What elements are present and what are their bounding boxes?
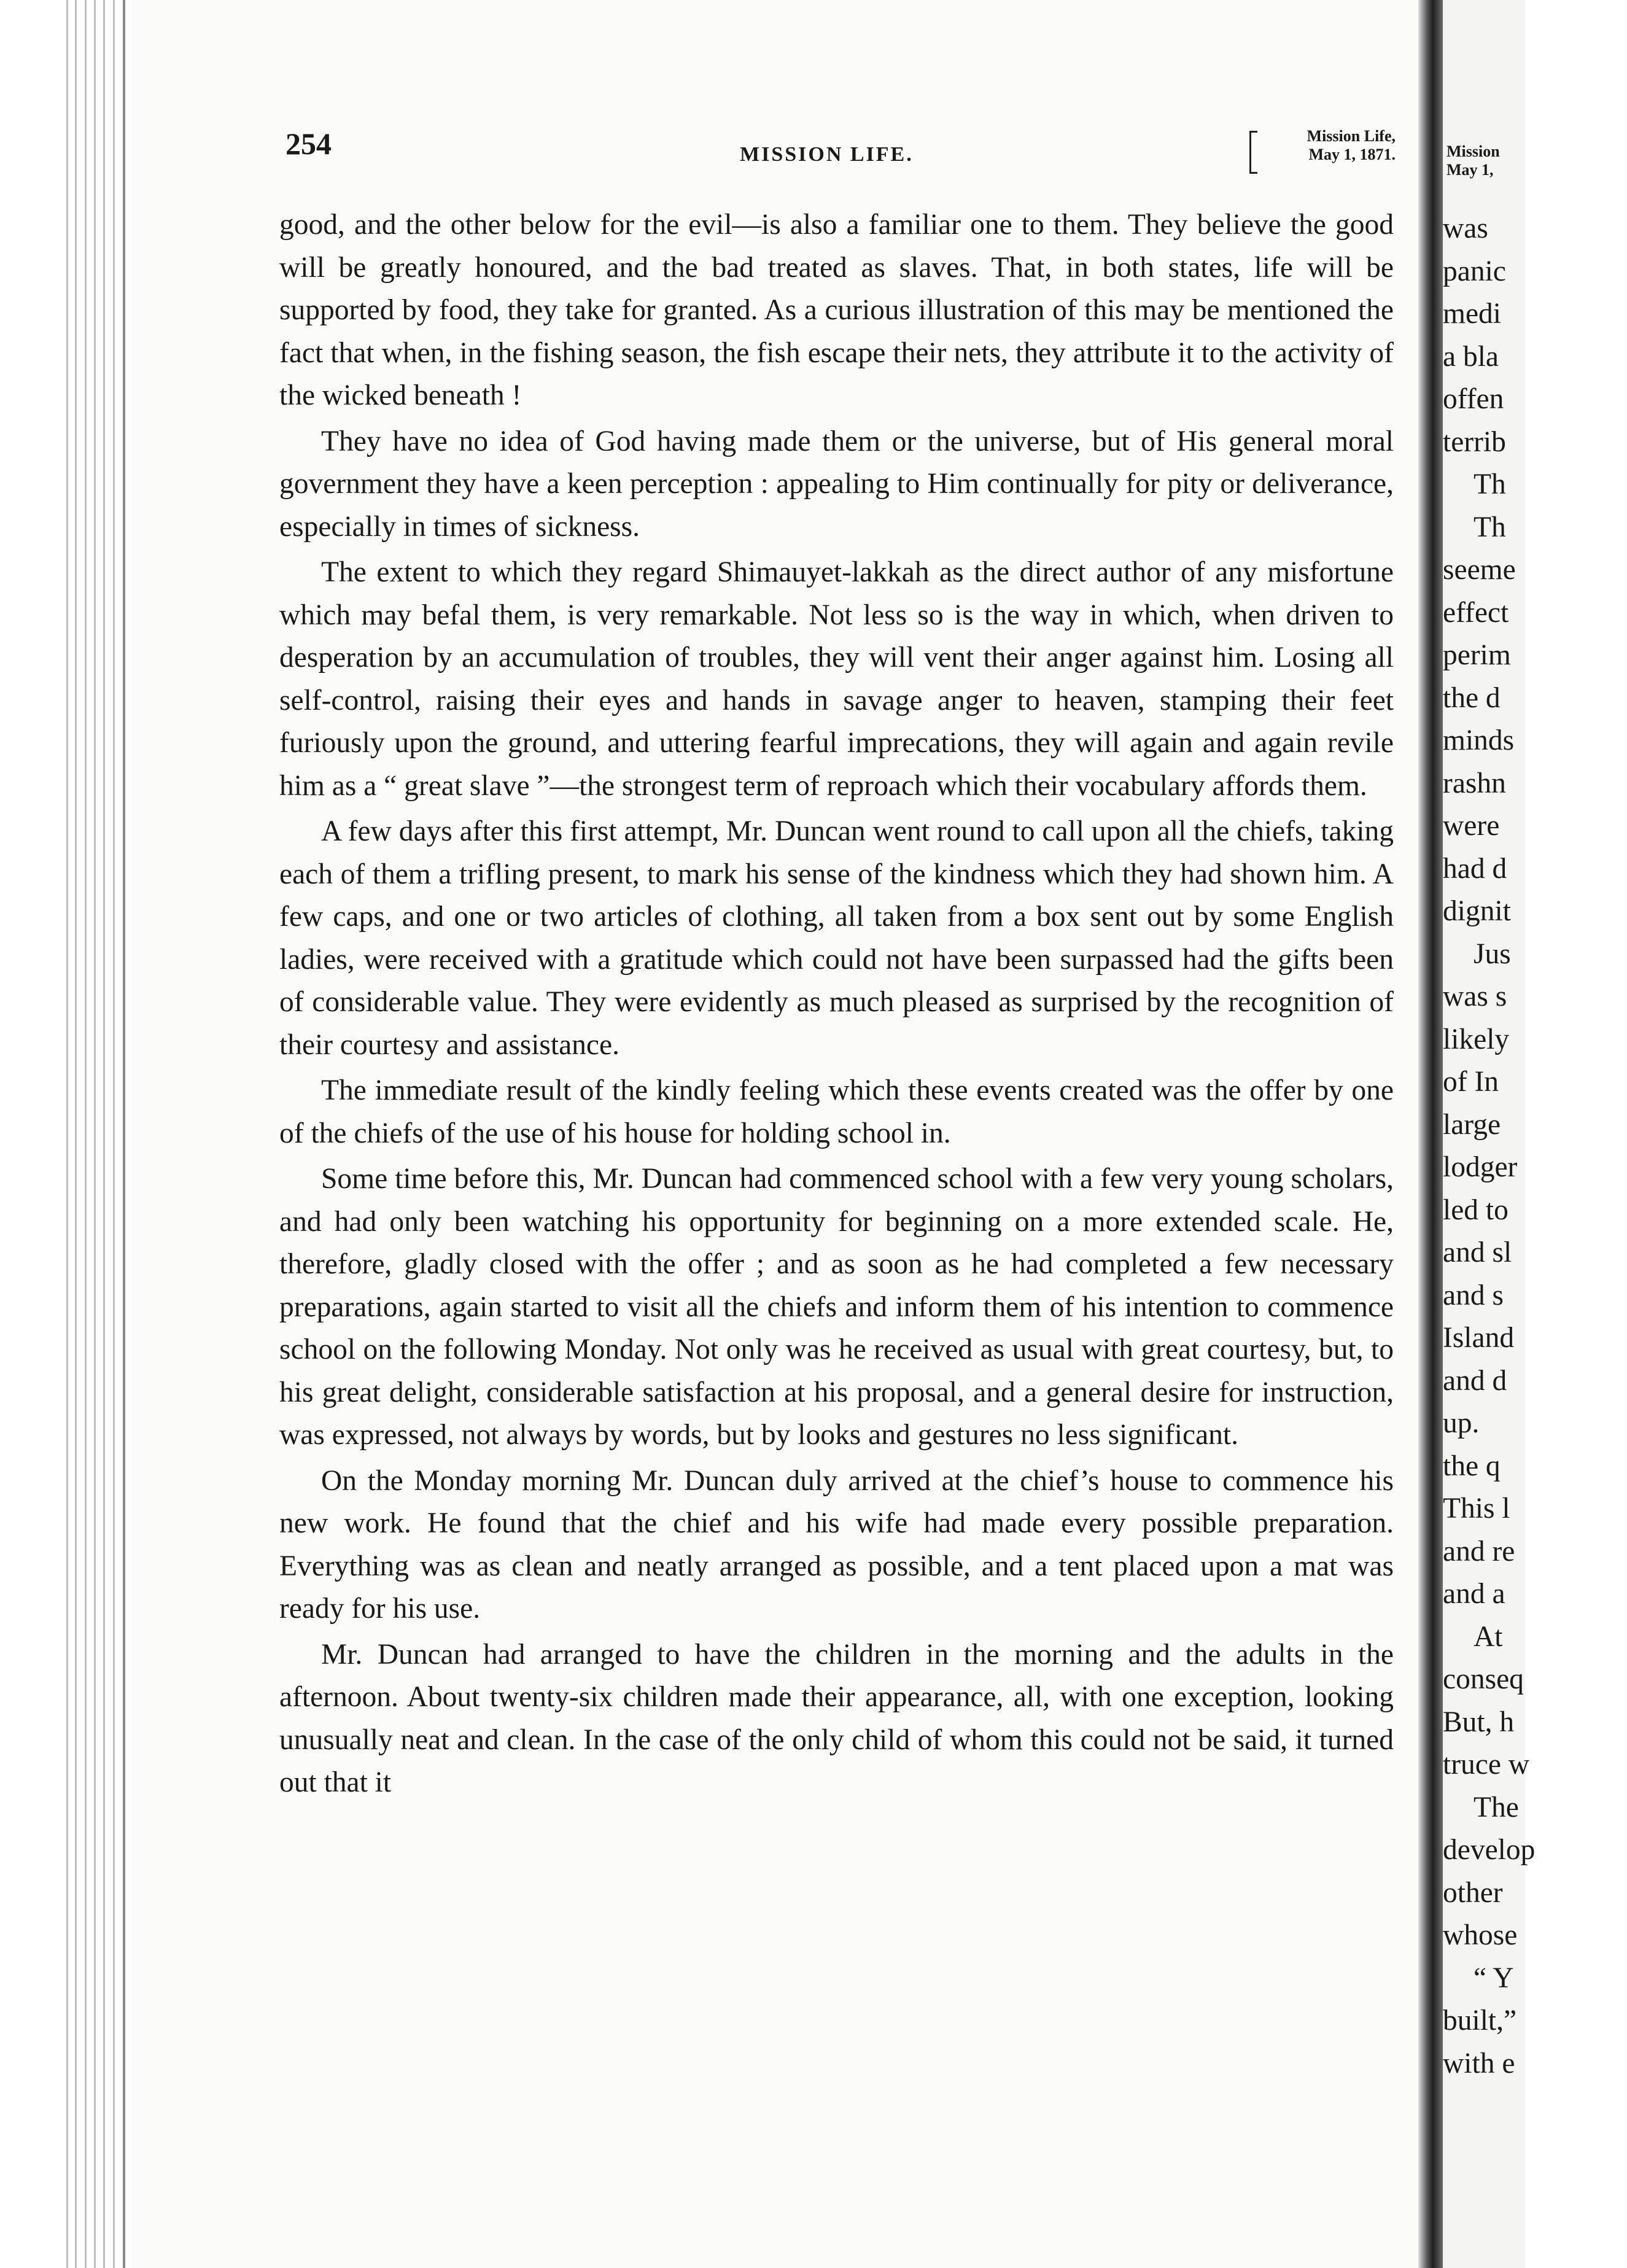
line-fragment: of In xyxy=(1443,1066,1499,1098)
line-fragment: develop xyxy=(1443,1834,1536,1866)
line-fragment: lodger xyxy=(1443,1151,1518,1183)
line-fragment: and a xyxy=(1443,1578,1505,1610)
line-fragment: likely xyxy=(1443,1023,1510,1055)
paragraph: good, and the other below for the evil—is also a familiar one to them. They believe the good will be greatly honoured, and the bad treated as slaves. That, in both states, life will be supported by food, they take for granted. As a curious illustration of this may be mentioned the fact that when, in the fishing season, the fish escape their nets, they attribute it to the activity of the wicked beneath ! xyxy=(279,209,1394,411)
adjacent-header-line-1: Mission xyxy=(1446,142,1500,160)
line-fragment: up. xyxy=(1443,1407,1480,1439)
line-fragment: Th xyxy=(1474,468,1506,500)
line-fragment: Jus xyxy=(1474,938,1511,970)
line-fragment: a bla xyxy=(1443,340,1499,373)
paragraph: A few days after this first attempt, Mr. Duncan went round to call upon all the chiefs, taking each of them a trifling present, to mark his sense of the kindness which they had shown him. A few caps, and one or two articles of clothing, all taken from a box sent out by some English ladies, were received with a gratitude which could not have been surpassed had the gifts been of considerable value. They were evidently as much pleased as surprised by the recognition of their courtesy and assistance. xyxy=(279,815,1394,1061)
issue-reference xyxy=(1260,127,1396,176)
page-number: 254 xyxy=(285,126,332,161)
issue-line-1: Mission Life, xyxy=(1307,127,1396,145)
page-edge-line xyxy=(66,0,68,2268)
line-fragment: terrib xyxy=(1443,425,1506,458)
line-fragment: rashn xyxy=(1443,767,1506,799)
line-fragment: dignit xyxy=(1443,895,1511,927)
line-fragment: offen xyxy=(1443,383,1504,415)
line-fragment: The xyxy=(1474,1791,1519,1823)
line-fragment: with e xyxy=(1443,2047,1515,2080)
line-fragment: and s xyxy=(1443,1279,1504,1311)
line-fragment: conseq xyxy=(1443,1663,1524,1695)
adjacent-page xyxy=(1443,0,1536,2268)
adjacent-header-line-2: May 1, xyxy=(1446,161,1494,179)
line-fragment: and re xyxy=(1443,1535,1515,1567)
paragraph: Mr. Duncan had arranged to have the children in the morning and the adults in the afternoon. About twenty-six children made their appearance, all, with one exception, looking unusually neat and clean. In the case of the only child of whom this could not be said, it turned out that it xyxy=(279,1638,1394,1798)
bracket-left xyxy=(1249,131,1257,174)
page-edge-line xyxy=(94,0,96,2268)
line-fragment: built,” xyxy=(1443,2005,1517,2037)
adjacent-page-text xyxy=(1443,208,1627,2085)
issue-line-2: May 1, 1871. xyxy=(1308,146,1396,163)
page-edge-line xyxy=(123,0,125,2268)
paragraph: The immediate result of the kindly feeling which these events created was the offer by one of the chiefs of the use of his house for holding school in. xyxy=(279,1074,1394,1149)
line-fragment: But, h xyxy=(1443,1706,1515,1738)
line-fragment: was s xyxy=(1443,981,1507,1012)
body-text xyxy=(279,204,1394,1808)
line-fragment: and d xyxy=(1443,1364,1507,1397)
line-fragment: led to xyxy=(1443,1194,1509,1226)
line-fragment: perim xyxy=(1443,639,1511,671)
paragraph: On the Monday morning Mr. Duncan duly arrived at the chief’s house to commence his new work. He found that the chief and his wife had made every possible preparation. Everything was as clean and neatly arranged as possible, and a tent placed upon a mat was ready for his use. xyxy=(279,1464,1394,1625)
line-fragment: were xyxy=(1443,810,1500,842)
paragraph: The extent to which they regard Shimauyet-lakkah as the direct author of any misfortune which may befal them, is very remarkable. Not less so is the way in which, when driven to desperation by an accumulation of troubles, they will vent their anger against him. Losing all self-control, raising their eyes and hands in savage anger to heaven, stamping their feet furiously upon the ground, and uttering fearful imprecations, they will again and again revile him as a “ great slave ”—the strongest term of reproach which their vocabulary affords them. xyxy=(279,556,1394,802)
line-fragment: seeme xyxy=(1443,554,1516,586)
line-fragment: minds xyxy=(1443,724,1515,756)
line-fragment: effect xyxy=(1443,596,1509,629)
running-title: MISSION LIFE. xyxy=(740,143,914,166)
line-fragment: panic xyxy=(1443,255,1506,287)
line-fragment: This l xyxy=(1443,1493,1510,1524)
line-fragment: other xyxy=(1443,1876,1503,1909)
page-edge-line xyxy=(113,0,115,2268)
line-fragment: truce w xyxy=(1443,1749,1530,1781)
line-fragment: was xyxy=(1443,212,1488,244)
line-fragment: the d xyxy=(1443,682,1501,714)
paragraph: Some time before this, Mr. Duncan had commenced school with a few very young scholars, and had only been watching his opportunity for beginning on a more extended scale. He, therefore, gladly closed with the offer ; and as soon as he had completed a few necessary preparations, again started to visit all the chiefs and inform them of his intention to commence school on the following Monday. Not only was he received as usual with great courtesy, but, to his great delight, considerable satisfaction at his proposal, and a general desire for instruction, was expressed, not always by words, but by looks and gestures no less significant. xyxy=(279,1163,1394,1451)
page-edge-line xyxy=(75,0,77,2268)
book-gutter xyxy=(1418,0,1443,2268)
line-fragment: and sl xyxy=(1443,1237,1512,1268)
page-header xyxy=(285,126,1403,181)
line-fragment: Th xyxy=(1474,511,1506,543)
line-fragment: medi xyxy=(1443,298,1501,330)
adjacent-page-header xyxy=(1446,142,1500,179)
line-fragment: the q xyxy=(1443,1450,1501,1482)
line-fragment: “ Y xyxy=(1474,1962,1514,1994)
page-edge-line xyxy=(85,0,87,2268)
paragraph: They have no idea of God having made them or the universe, but of His general moral government they have a keen perception : appealing to Him continually for pity or deliverance, especially in times of sickness. xyxy=(279,425,1394,543)
line-fragment: large xyxy=(1443,1108,1501,1141)
line-fragment: had d xyxy=(1443,852,1507,885)
line-fragment: Island xyxy=(1443,1322,1515,1354)
page-edge-line xyxy=(103,0,105,2268)
line-fragment: At xyxy=(1474,1620,1503,1653)
line-fragment: whose xyxy=(1443,1919,1518,1951)
